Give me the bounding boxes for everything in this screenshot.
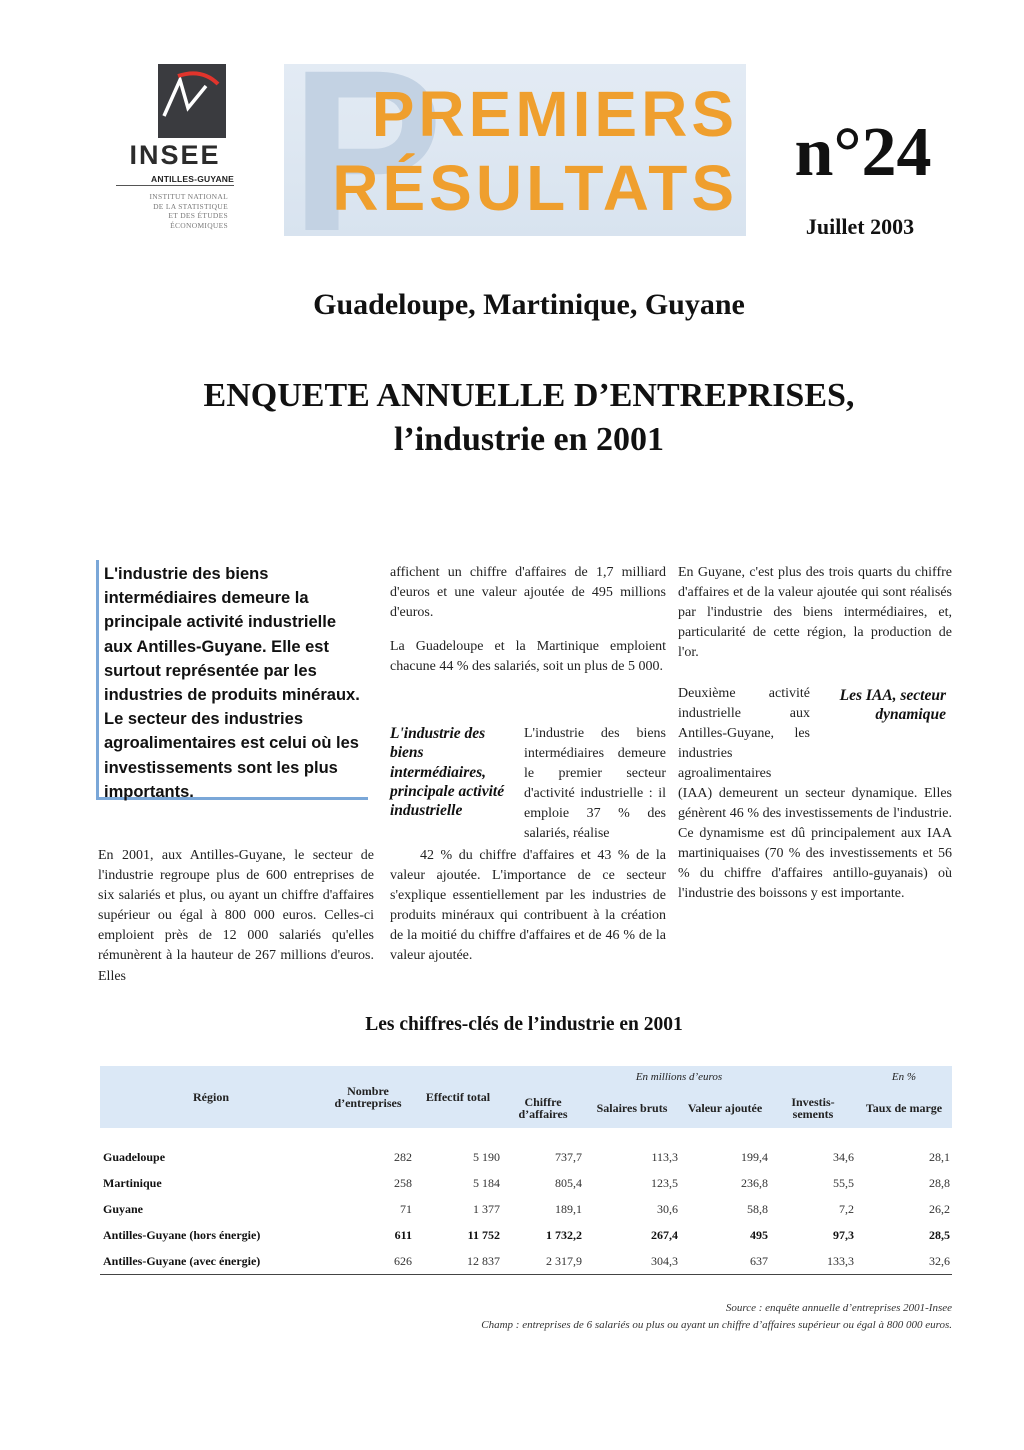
cell-va: 495 xyxy=(750,1227,768,1242)
table-spacer xyxy=(100,1128,952,1144)
cell-inv: 7,2 xyxy=(839,1201,854,1216)
insee-logo xyxy=(158,64,226,138)
table-title: Les chiffres-clés de l’industrie en 2001 xyxy=(365,1014,683,1035)
cell-va: 236,8 xyxy=(741,1175,768,1190)
cell-nb: 282 xyxy=(394,1149,412,1164)
col-header-invest: Investis-sements xyxy=(770,1088,856,1128)
col-header-ca: Chiffre d’affaires xyxy=(502,1088,584,1128)
lead-paragraph: L'industrie des biens intermédiaires demeure la principale activité industrielle aux Antilles-Guyane. Elle est surtout représentée par les industries de produits minéraux. Le secteur des industries agroalimentaires est celui où les investissements sont les plus importants. xyxy=(96,560,368,800)
body-column-2-top xyxy=(390,563,666,677)
cell-eff: 5 190 xyxy=(473,1149,500,1164)
page-title xyxy=(0,374,1024,462)
cell-eff: 12 837 xyxy=(414,1248,502,1275)
paragraph: L'industrie des biens intermédiaires demeure le premier secteur d'activité industrielle : il emploie 37 % des salariés, réalise xyxy=(524,726,666,842)
side-heading-iaa: Les IAA, secteur dynamique xyxy=(839,687,946,724)
cell-eff: 5 184 xyxy=(473,1175,500,1190)
group-header-money: En millions d’euros xyxy=(502,1066,856,1088)
paragraph: affichent un chiffre d'affaires de 1,7 milliard d'euros et une valeur ajoutée de 495 millions d'euros. xyxy=(390,565,666,621)
cell-taux: 26,2 xyxy=(929,1201,950,1216)
institute-line: INSTITUT NATIONAL xyxy=(149,192,228,201)
publication-banner xyxy=(284,64,746,236)
cell-region: Martinique xyxy=(103,1175,162,1190)
cell-sal: 123,5 xyxy=(651,1175,678,1190)
key-figures-table xyxy=(100,1066,952,1275)
paragraph: (IAA) demeurent un secteur dynamique. Elles génèrent 46 % des investissements de l'industrie. Ce dynamisme est dû principalement aux IAA martiniquaises (70 % des investissements et 56 % du chiffre d'affaires antillo-guyanais) où l'industrie des boissons y est importante. xyxy=(678,786,952,902)
body-column-1 xyxy=(98,846,374,987)
region-title: Guadeloupe, Martinique, Guyane xyxy=(313,288,745,321)
institute-line: ÉCONOMIQUES xyxy=(170,220,228,230)
insee-logo-icon xyxy=(158,64,226,138)
table-row-total xyxy=(100,1222,952,1248)
body-column-2-narrow xyxy=(524,724,666,845)
cell-inv: 34,6 xyxy=(833,1149,854,1164)
insee-name: INSEE xyxy=(129,140,221,170)
insee-institute xyxy=(116,192,228,230)
col-header-nb-entreprises: Nombre d’entreprises xyxy=(322,1066,414,1128)
group-header-pct: En % xyxy=(856,1066,952,1088)
paragraph: En Guyane, c'est plus des trois quarts du chiffre d'affaires et de la valeur ajoutée qui sont réalisés par l'industrie des biens intermédiaires, et, particularité de cette région, la production de l'or. xyxy=(678,565,952,661)
col-header-salaires: Salaires bruts xyxy=(584,1088,680,1128)
col-header-va: Valeur ajoutée xyxy=(680,1088,770,1128)
cell-nb: 611 xyxy=(394,1227,412,1242)
cell-ca: 737,7 xyxy=(555,1149,582,1164)
body-column-3-narrow xyxy=(678,684,810,784)
insee-region: ANTILLES-GUYANE xyxy=(116,174,234,186)
cell-taux: 28,5 xyxy=(929,1227,950,1242)
cell-region: Guadeloupe xyxy=(103,1149,166,1164)
banner-line-1: PREMIERS xyxy=(371,78,738,150)
table-row xyxy=(100,1170,952,1196)
paragraph: 42 % du chiffre d'affaires et 43 % de la valeur ajoutée. L'importance de ce secteur s'explique essentiellement par les industries de produits minéraux qui contribuent à la création de la moitié du chiffre d'affaires et de 46 % de la valeur ajoutée. xyxy=(390,848,666,964)
paragraph: En 2001, aux Antilles-Guyane, le secteur de l'industrie regroupe plus de 600 entreprises de six salariés et plus, ou ayant un chiffre d'affaires supérieur ou égal à 800 000 euros. Celles-ci emploient près de 12 000 salariés qu'elles rémunèrent à la hauteur de 267 millions d'euros. Elles xyxy=(98,848,374,984)
cell-sal: 113,3 xyxy=(651,1149,678,1164)
cell-taux: 28,8 xyxy=(929,1175,950,1190)
source-note: Source : enquête annuelle d’entreprises 2001-Insee xyxy=(725,1302,952,1314)
cell-ca: 2 317,9 xyxy=(502,1248,584,1275)
cell-ca: 805,4 xyxy=(555,1175,582,1190)
cell-ca: 189,1 xyxy=(555,1201,582,1216)
col-header-effectif: Effectif total xyxy=(414,1066,502,1128)
body-column-3-top xyxy=(678,563,952,663)
cell-va: 637 xyxy=(680,1248,770,1275)
cell-region: Antilles-Guyane (avec énergie) xyxy=(100,1248,322,1275)
scope-note: Champ : entreprises de 6 salariés ou plus ou ayant un chiffre d’affaires supérieur ou égal à 800 000 euros. xyxy=(481,1319,952,1331)
paragraph: Deuxième activité industrielle aux Antilles-Guyane, les industries agroalimentaires xyxy=(678,686,810,782)
col-header-taux: Taux de marge xyxy=(856,1088,952,1128)
cell-inv: 55,5 xyxy=(833,1175,854,1190)
body-column-3-bottom xyxy=(678,784,952,905)
side-heading-intermediate-goods: L'industrie des biens intermédiaires, principale activité industrielle xyxy=(390,725,505,820)
cell-eff: 11 752 xyxy=(467,1227,500,1242)
cell-ca: 1 732,2 xyxy=(546,1227,582,1242)
issue-number: n°24 xyxy=(794,114,932,191)
table-row xyxy=(100,1196,952,1222)
cell-taux: 32,6 xyxy=(856,1248,952,1275)
cell-inv: 97,3 xyxy=(833,1227,854,1242)
cell-region: Antilles-Guyane (hors énergie) xyxy=(103,1227,261,1242)
cell-sal: 267,4 xyxy=(651,1227,678,1242)
banner-p-watermark: P xyxy=(290,64,444,236)
cell-eff: 1 377 xyxy=(473,1201,500,1216)
banner-line-2: RÉSULTATS xyxy=(332,152,738,224)
cell-va: 58,8 xyxy=(747,1201,768,1216)
body-column-2-bottom xyxy=(390,846,666,967)
title-line-2: l’industrie en 2001 xyxy=(393,421,665,458)
title-line-1: ENQUETE ANNUELLE D’ENTREPRISES, xyxy=(203,377,855,414)
cell-nb: 258 xyxy=(394,1175,412,1190)
paragraph: La Guadeloupe et la Martinique emploient chacune 44 % des salariés, soit un plus de 5 000. xyxy=(390,639,666,675)
table-row xyxy=(100,1144,952,1170)
issue-date: Juillet 2003 xyxy=(805,214,915,239)
cell-va: 199,4 xyxy=(741,1149,768,1164)
institute-line: ET DES ÉTUDES xyxy=(168,211,228,220)
col-header-region: Région xyxy=(100,1066,322,1128)
table-notes xyxy=(300,1300,952,1334)
cell-nb: 626 xyxy=(322,1248,414,1275)
table-row xyxy=(100,1248,952,1275)
cell-inv: 133,3 xyxy=(770,1248,856,1275)
cell-sal: 30,6 xyxy=(657,1201,678,1216)
cell-nb: 71 xyxy=(400,1201,412,1216)
institute-line: DE LA STATISTIQUE xyxy=(153,201,228,211)
cell-sal: 304,3 xyxy=(584,1248,680,1275)
cell-taux: 28,1 xyxy=(929,1149,950,1164)
cell-region: Guyane xyxy=(103,1201,144,1216)
